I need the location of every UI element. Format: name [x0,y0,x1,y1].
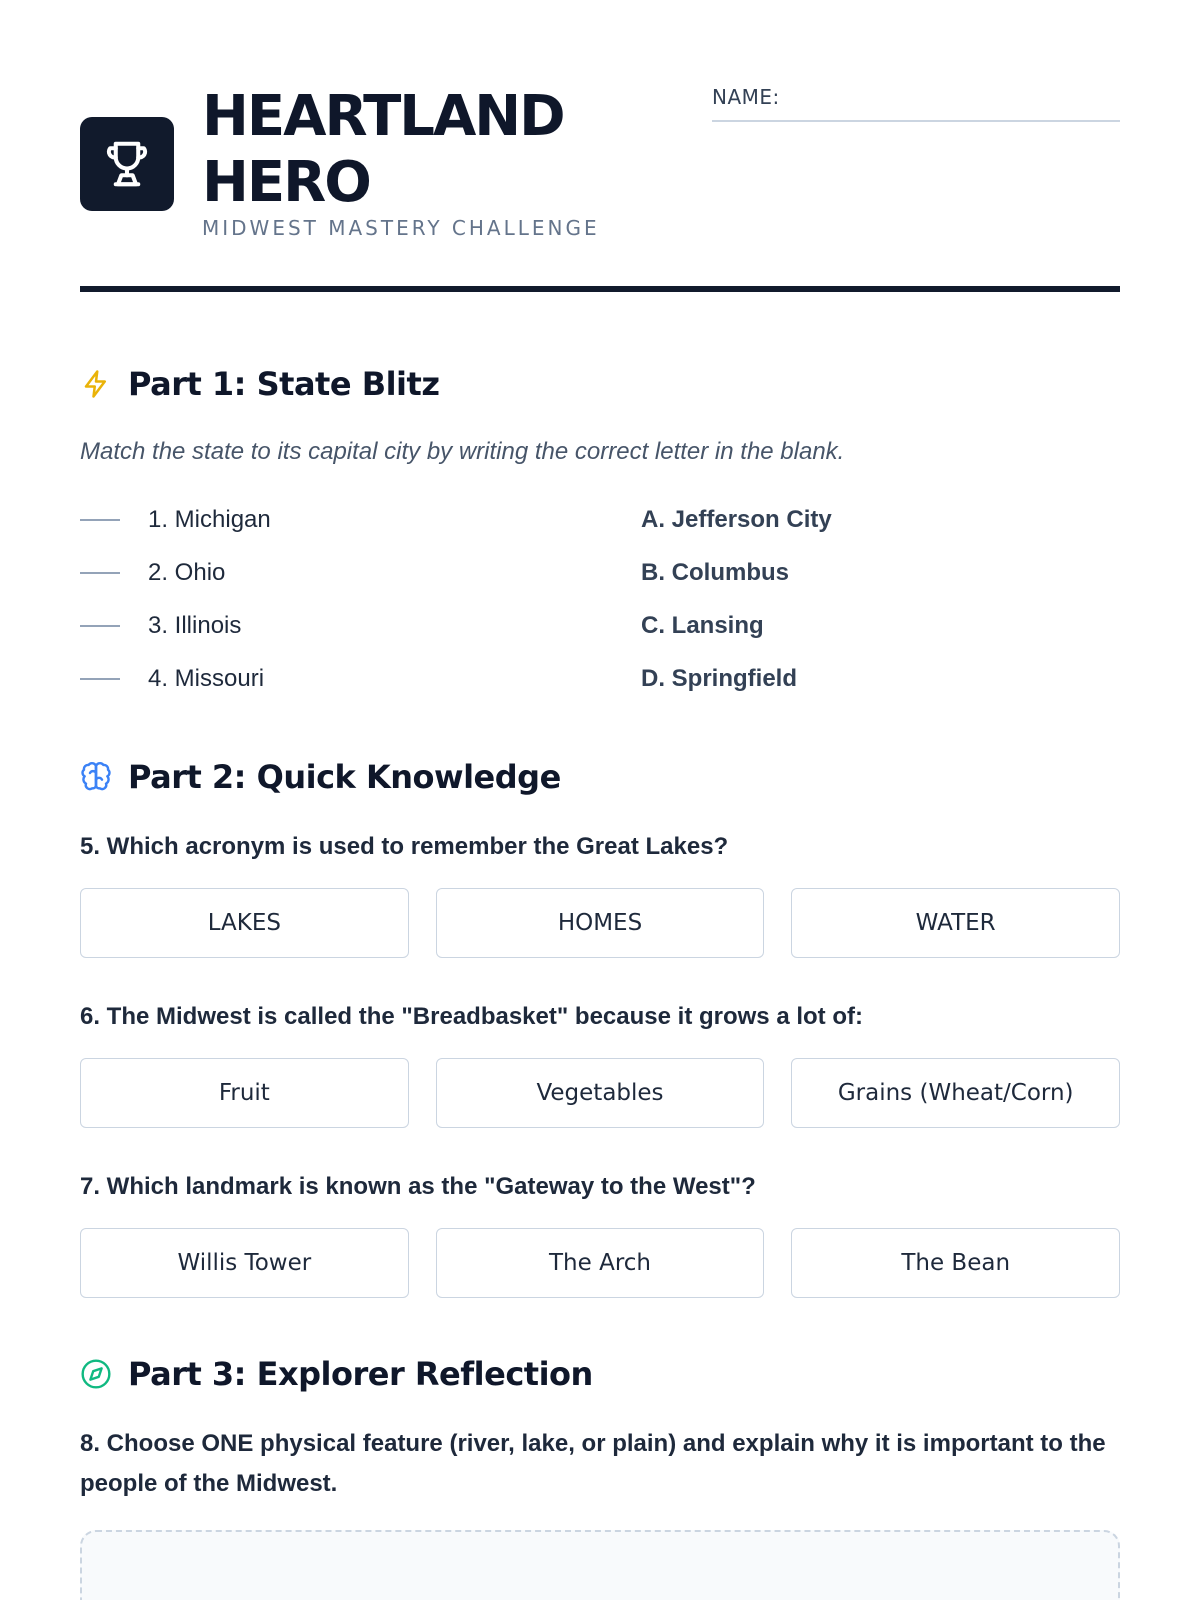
trophy-logo [80,117,174,211]
question-6-options [80,1058,1120,1128]
name-field[interactable] [712,84,1120,122]
option-button[interactable]: WATER [791,888,1120,958]
compass-icon [80,1358,112,1390]
answer-blank[interactable] [80,678,120,680]
part1-heading [80,362,439,406]
match-row [80,502,1120,538]
capital-item: D. Springfield [641,665,797,692]
trophy-icon [100,137,154,191]
part3-title: Part 3: Explorer Reflection [128,1355,593,1393]
capital-item: A. Jefferson City [641,506,832,533]
question-6: 6. The Midwest is called the "Breadbasket" because it grows a lot of: [80,1003,863,1030]
option-button[interactable]: Fruit [80,1058,409,1128]
question-5: 5. Which acronym is used to remember the Great Lakes? [80,833,729,860]
option-button[interactable]: LAKES [80,888,409,958]
name-label: NAME: [712,85,780,109]
question-7: 7. Which landmark is known as the "Gateway to the West"? [80,1173,756,1200]
answer-blank[interactable] [80,519,120,521]
part1-instructions: Match the state to its capital city by writing the correct letter in the blank. [80,438,845,465]
option-button[interactable]: HOMES [436,888,765,958]
option-button[interactable]: The Arch [436,1228,765,1298]
question-5-options [80,888,1120,958]
page-title: HEARTLAND HERO [202,84,564,215]
option-button[interactable]: Vegetables [436,1058,765,1128]
state-item: 4. Missouri [148,665,265,692]
header-divider [80,286,1120,292]
match-row [80,661,1120,697]
answer-blank[interactable] [80,572,120,574]
part1-title: Part 1: State Blitz [128,365,440,403]
state-item: 3. Illinois [148,612,242,639]
state-item: 1. Michigan [148,506,271,533]
capital-item: C. Lansing [641,612,764,639]
option-button[interactable]: Willis Tower [80,1228,409,1298]
question-7-options [80,1228,1120,1298]
answer-blank[interactable] [80,625,120,627]
option-button[interactable]: The Bean [791,1228,1120,1298]
question-8: 8. Choose ONE physical feature (river, lake, or plain) and explain why it is important to the people of the Midwest. [80,1430,1106,1497]
part2-heading [80,755,561,799]
part2-title: Part 2: Quick Knowledge [128,758,561,796]
worksheet-page [80,0,1120,1600]
page-subtitle: MIDWEST MASTERY CHALLENGE [202,216,600,240]
capital-item: B. Columbus [641,559,789,586]
option-button[interactable]: Grains (Wheat/Corn) [791,1058,1120,1128]
match-row [80,608,1120,644]
lightning-icon [80,368,112,400]
match-row [80,555,1120,591]
brain-icon [80,761,112,793]
reflection-answer-box[interactable] [80,1530,1120,1600]
part3-heading [80,1352,593,1396]
state-item: 2. Ohio [148,559,226,586]
